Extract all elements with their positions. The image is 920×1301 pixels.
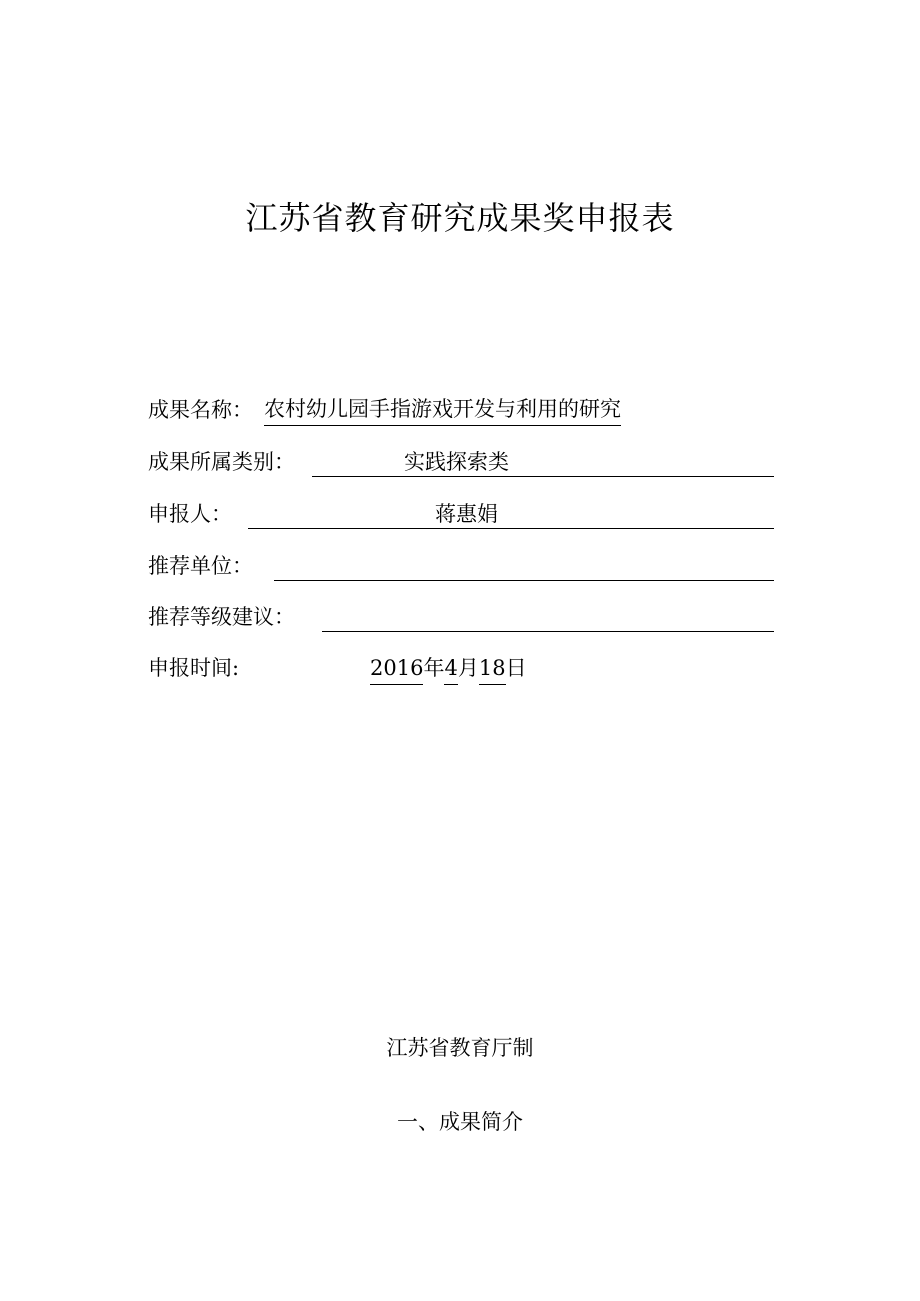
field-category xyxy=(148,446,774,478)
date-day-unit: 日 xyxy=(505,656,527,680)
date-year: 2016 xyxy=(370,653,423,685)
recommending-unit-underline xyxy=(274,580,774,581)
achievement-name-value: 农村幼儿园手指游戏开发与利用的研究 xyxy=(264,394,621,426)
category-label: 成果所属类别： xyxy=(148,450,295,474)
applicant-underline xyxy=(248,528,774,529)
category-underline xyxy=(312,476,774,477)
date-day: 18 xyxy=(479,653,506,685)
field-recommending-unit xyxy=(148,550,774,582)
field-application-date xyxy=(148,652,568,684)
date-month-unit: 月 xyxy=(457,656,479,680)
field-applicant xyxy=(148,498,774,530)
applicant-value: 蒋惠娟 xyxy=(435,502,498,526)
application-date-value xyxy=(370,652,527,685)
date-year-unit: 年 xyxy=(423,656,445,680)
field-recommended-level xyxy=(148,601,774,633)
achievement-name-label: 成果名称： xyxy=(148,398,253,422)
recommending-unit-label: 推荐单位： xyxy=(148,554,253,578)
field-achievement-name xyxy=(148,394,768,426)
section-heading: 一、成果简介 xyxy=(397,1110,523,1134)
form-title: 江苏省教育研究成果奖申报表 xyxy=(245,199,675,237)
category-value: 实践探索类 xyxy=(404,450,509,474)
date-month: 4 xyxy=(444,653,457,685)
application-date-label: 申报时间: xyxy=(148,656,240,680)
recommended-level-underline xyxy=(322,631,774,632)
applicant-label: 申报人： xyxy=(148,502,232,526)
issuer-text: 江苏省教育厅制 xyxy=(386,1036,534,1060)
recommended-level-label: 推荐等级建议： xyxy=(148,605,295,629)
